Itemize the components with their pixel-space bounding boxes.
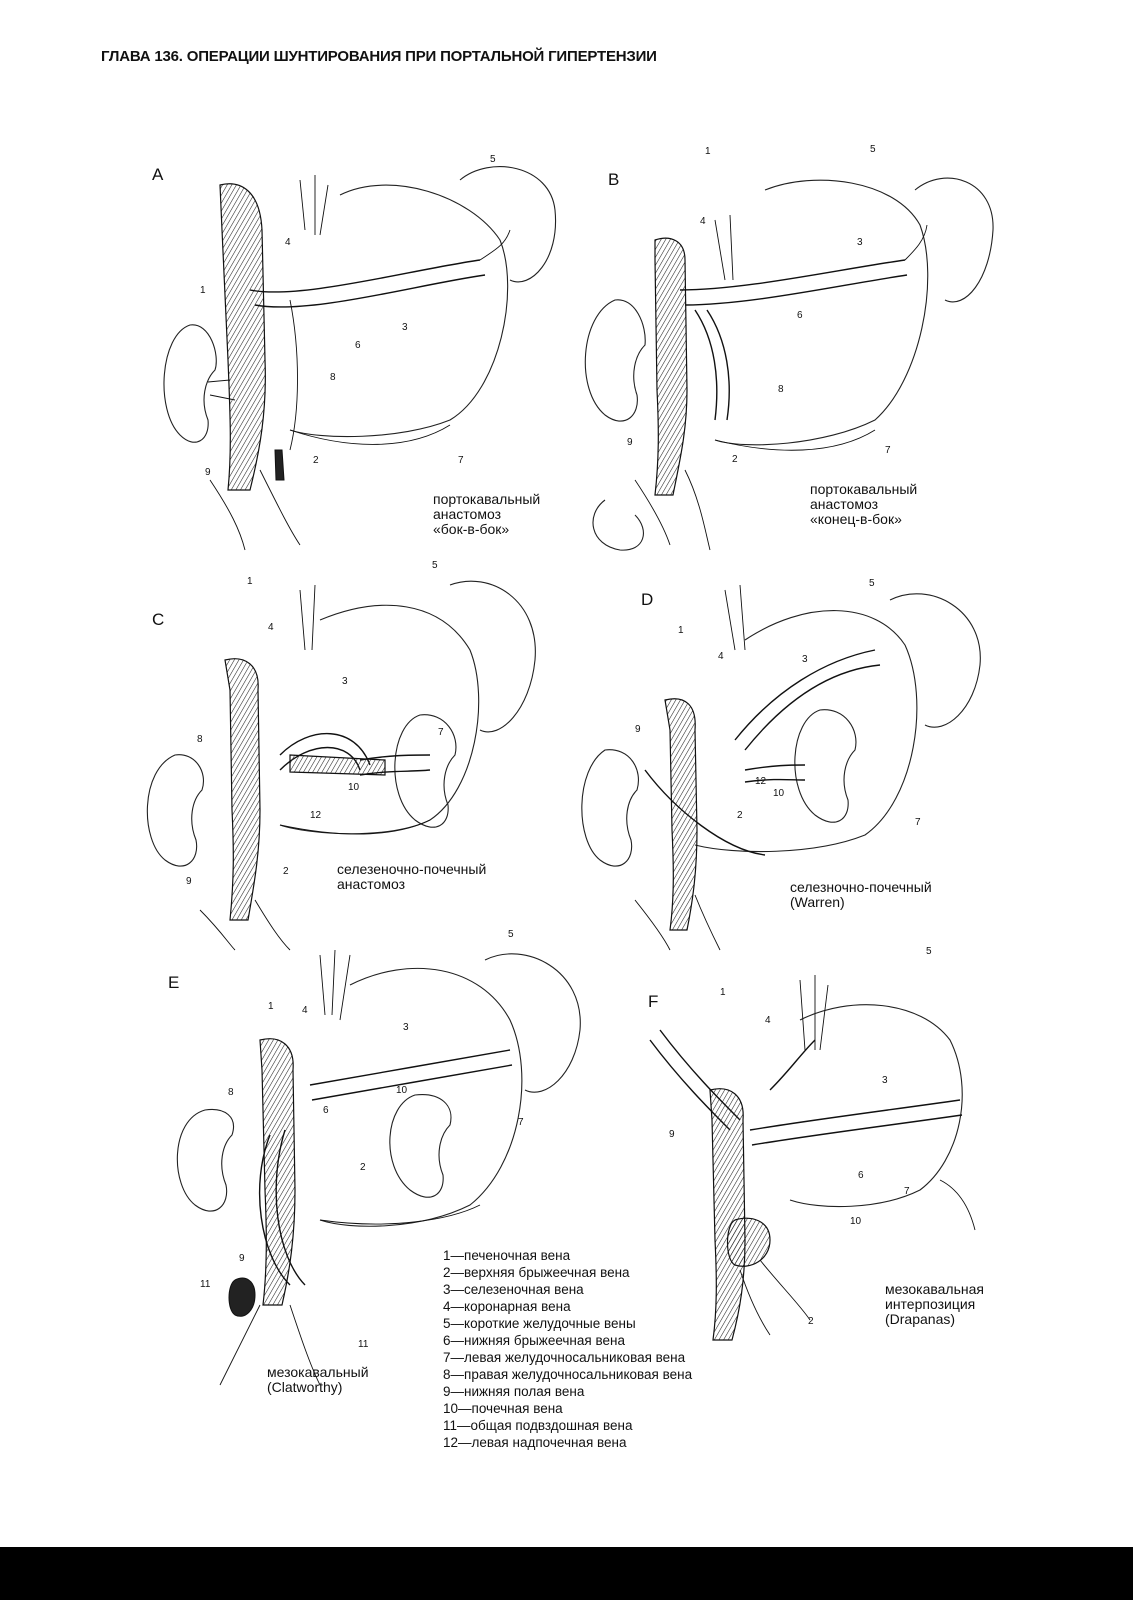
legend-item: 8—правая желудочносальниковая вена <box>443 1367 693 1382</box>
vessel-number: 10 <box>773 788 785 799</box>
vessel-number: 1 <box>678 625 684 636</box>
vessel-number: 4 <box>700 216 706 227</box>
vessel-number: 3 <box>342 676 348 687</box>
vessel-number: 9 <box>669 1129 675 1140</box>
legend-item: 4—коронарная вена <box>443 1299 571 1314</box>
vessel-number: 5 <box>926 946 932 957</box>
vessel-number: 7 <box>458 455 464 466</box>
vessel-number: 3 <box>802 654 808 665</box>
vessel-number: 2 <box>283 866 289 877</box>
page-title: ГЛАВА 136. ОПЕРАЦИИ ШУНТИРОВАНИЯ ПРИ ПОРТАЛЬНОЙ ГИПЕРТЕНЗИИ <box>101 48 657 65</box>
vessel-number: 1 <box>705 146 711 157</box>
footer-bar <box>0 1547 1133 1600</box>
vessel-number: 9 <box>205 467 211 478</box>
vessel-number: 3 <box>857 237 863 248</box>
vessel-number: 4 <box>268 622 274 633</box>
vessel-number: 1 <box>268 1001 274 1012</box>
legend-item: 9—нижняя полая вена <box>443 1384 585 1399</box>
vessel-number: 6 <box>797 310 803 321</box>
vessel-number: 6 <box>355 340 361 351</box>
vessel-number: 10 <box>348 782 360 793</box>
vessel-number: 7 <box>885 445 891 456</box>
vessel-number: 10 <box>850 1216 862 1227</box>
anatomy-drawing-f <box>640 940 1040 1340</box>
vessel-number: 7 <box>438 727 444 738</box>
panel-letter: E <box>168 973 180 992</box>
panel-letter: D <box>641 590 654 609</box>
vessel-number: 3 <box>403 1022 409 1033</box>
vessel-number: 9 <box>635 724 641 735</box>
vessel-number: 4 <box>765 1015 771 1026</box>
legend-item: 6—нижняя брыжеечная вена <box>443 1333 625 1348</box>
vessel-number: 12 <box>755 776 767 787</box>
panel-caption: портокавальный анастомоз «бок-в-бок» <box>433 491 541 537</box>
panel-caption: мезокавальный (Clatworthy) <box>267 1364 369 1395</box>
vessel-number: 5 <box>432 560 438 571</box>
vessel-number: 4 <box>302 1005 308 1016</box>
legend-item: 1—печеночная вена <box>443 1248 571 1263</box>
vessel-legend <box>443 1247 692 1451</box>
panel-caption: мезокавальная интерпозиция (Drapanas) <box>885 1281 984 1327</box>
panel-letter: C <box>152 610 165 629</box>
legend-item: 5—короткие желудочные вены <box>443 1316 636 1331</box>
vessel-number: 5 <box>870 144 876 155</box>
legend-item: 10—почечная вена <box>443 1401 563 1416</box>
panel-letter: B <box>608 170 620 189</box>
vessel-number: 7 <box>518 1117 524 1128</box>
legend-item: 2—верхняя брыжеечная вена <box>443 1265 630 1280</box>
vessel-number: 3 <box>402 322 408 333</box>
vessel-number: 8 <box>228 1087 234 1098</box>
anatomy-drawing-b <box>575 140 1015 560</box>
panel-b <box>575 140 1015 560</box>
vessel-number: 10 <box>396 1085 408 1096</box>
vessel-number: 6 <box>323 1105 329 1116</box>
vessel-number: 1 <box>200 285 206 296</box>
vessel-number: 11 <box>200 1279 211 1290</box>
legend-item: 11—общая подвздошная вена <box>443 1418 633 1433</box>
legend-item: 3—селезеночная вена <box>443 1282 584 1297</box>
vessel-number: 11 <box>358 1339 369 1350</box>
panel-caption: портокавальный анастомоз «конец-в-бок» <box>810 481 918 527</box>
vessel-number: 2 <box>808 1316 814 1327</box>
vessel-number: 1 <box>247 576 253 587</box>
vessel-number: 7 <box>915 817 921 828</box>
vessel-number: 1 <box>720 987 726 998</box>
panel-c <box>130 560 570 950</box>
panel-letter: A <box>152 165 164 184</box>
vessel-number: 8 <box>197 734 203 745</box>
vessel-number: 12 <box>310 810 322 821</box>
vessel-number: 2 <box>737 810 743 821</box>
vessel-number: 5 <box>869 578 875 589</box>
vessel-number: 5 <box>508 929 514 940</box>
panel-d <box>575 570 1015 950</box>
vessel-number: 3 <box>882 1075 888 1086</box>
panel-caption: селезеночно-почечный анастомоз <box>337 861 487 892</box>
legend-item: 12—левая надпочечная вена <box>443 1435 627 1450</box>
panel-f <box>640 940 1040 1340</box>
panel-caption: селезночно-почечный (Warren) <box>790 879 932 910</box>
vessel-number: 4 <box>285 237 291 248</box>
vessel-number: 9 <box>239 1253 245 1264</box>
panel-letter: F <box>648 992 659 1011</box>
vessel-number: 2 <box>360 1162 366 1173</box>
vessel-number: 8 <box>778 384 784 395</box>
vessel-number: 9 <box>627 437 633 448</box>
vessel-number: 6 <box>858 1170 864 1181</box>
vessel-number: 7 <box>904 1186 910 1197</box>
vessel-number: 5 <box>490 154 496 165</box>
vessel-number: 4 <box>718 651 724 662</box>
legend-item: 7—левая желудочносальниковая вена <box>443 1350 686 1365</box>
vessel-number: 8 <box>330 372 336 383</box>
vessel-number: 2 <box>313 455 319 466</box>
vessel-number: 9 <box>186 876 192 887</box>
vessel-number: 2 <box>732 454 738 465</box>
panel-a <box>150 150 570 560</box>
